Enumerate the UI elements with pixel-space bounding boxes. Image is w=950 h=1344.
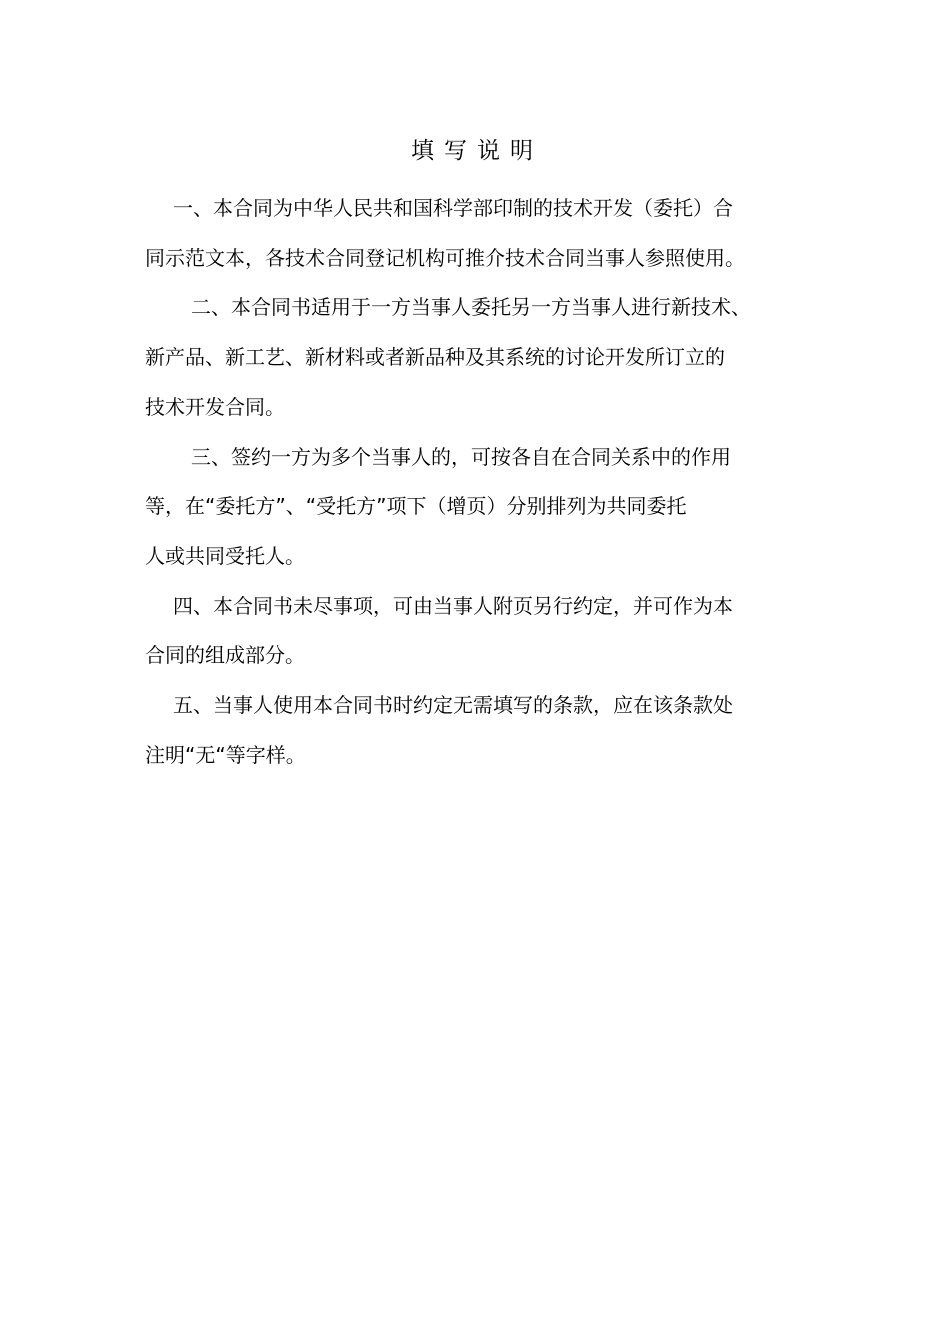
paragraph-line: 人或共同受托人。	[145, 543, 305, 568]
paragraph-line: 一、本合同为中华人民共和国科学部印制的技术开发（委托）合	[173, 196, 733, 220]
instruction-paragraph-2	[145, 283, 825, 432]
paragraph-line: 注明“无“等字样。	[145, 742, 306, 767]
instruction-paragraph-4	[145, 582, 825, 681]
paragraph-line: 合同的组成部分。	[145, 643, 305, 668]
instruction-paragraph-3	[145, 433, 825, 582]
paragraph-line: 新产品、新工艺、新材料或者新品种及其系统的讨论开发所订立的	[145, 345, 725, 370]
paragraph-line: 四、本合同书未尽事项，可由当事人附页另行约定，并可作为本	[173, 593, 733, 618]
page-title: 填写说明	[411, 138, 543, 164]
instruction-paragraph-1	[145, 184, 825, 283]
paragraph-line: 三、签约一方为多个当事人的，可按各自在合同关系中的作用	[191, 444, 731, 469]
paragraph-line: 等，在“委托方”、“受托方”项下（增页）分别排列为共同委托	[145, 494, 687, 519]
paragraph-line: 同示范文本，各技术合同登记机构可推介技术合同当事人参照使用。	[145, 245, 745, 270]
instructions-body	[145, 184, 825, 780]
paragraph-line: 技术开发合同。	[145, 394, 285, 419]
paragraph-line: 五、当事人使用本合同书时约定无需填写的条款，应在该条款处	[173, 693, 733, 718]
instruction-paragraph-5	[145, 681, 825, 780]
paragraph-line: 二、本合同书适用于一方当事人委托另一方当事人进行新技术、	[191, 295, 751, 320]
